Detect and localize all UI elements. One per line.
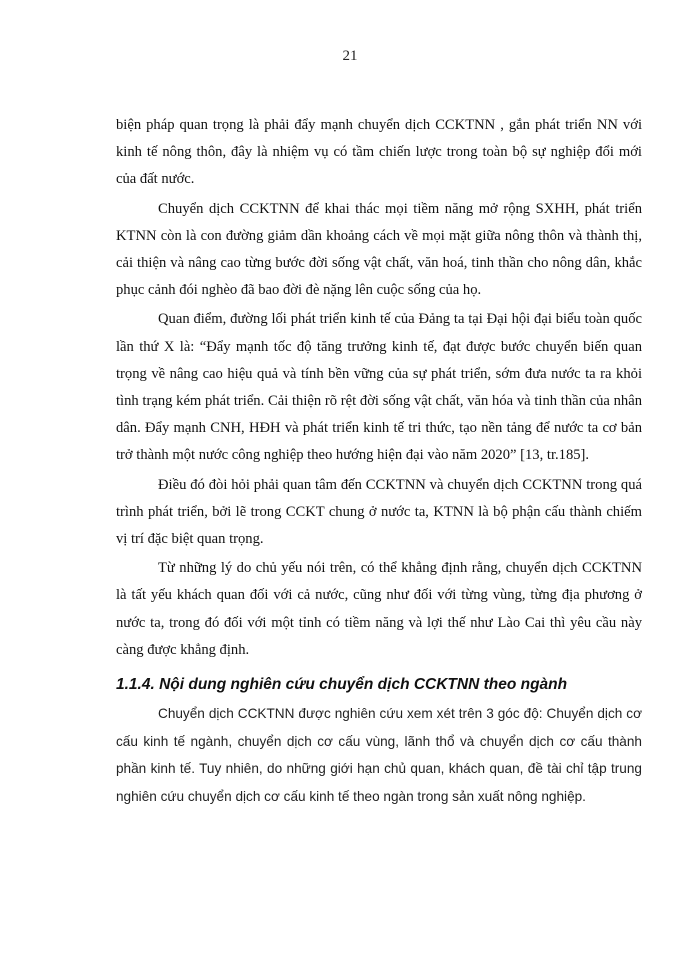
page-number: 21 [342, 48, 358, 64]
paragraph: Từ những lý do chủ yếu nói trên, có thể khẳng định rằng, chuyển dịch CCKTNN là tất yếu khách quan đối với cả nước, cũng như đối với từng vùng, từng địa phương ở nước ta, trong đó đối với một tỉnh có tiềm năng và lợi thế như Lào Cai thì yêu cầu này càng được khẳng định. [116, 560, 642, 658]
paragraph: Chuyển dịch CCKTNN để khai thác mọi tiềm năng mở rộng SXHH, phát triển KTNN còn là con đường giảm dần khoảng cách về mọi mặt giữa nông thôn và thành thị, cải thiện và nâng cao từng bước đời sống vật chất, văn hoá, tinh thần cho nông dân, khắc phục cảnh đói nghèo đã bao đời đè nặng lên cuộc sống của họ. [116, 200, 642, 299]
section-body [116, 700, 642, 810]
section-heading: 1.1.4. Nội dung nghiên cứu chuyển dịch CCKTNN theo ngành [116, 676, 568, 693]
paragraph: Quan điểm, đường lối phát triển kinh tế của Đảng ta tại Đại hội đại biểu toàn quốc lần thứ X là: “Đẩy mạnh tốc độ tăng trưởng kinh tế, đạt được bước chuyển biến quan trọng về nâng cao hiệu quả và tính bền vững của sự phát triển, sớm đưa nước ta ra khỏi tình trạng kém phát triển. Cải thiện rõ rệt đời sống vật chất, văn hóa và tinh thần của nhân dân. Đẩy mạnh CNH, HĐH và phát triển kinh tế tri thức, tạo nền tảng để nước ta cơ bản trở thành một nước công nghiệp theo hướng hiện đại vào năm 2020” [13, tr.185]. [116, 311, 642, 464]
paragraph: Điều đó đòi hỏi phải quan tâm đến CCKTNN và chuyển dịch CCKTNN trong quá trình phát triển, bởi lẽ trong CCKT chung ở nước ta, KTNN là bộ phận cấu thành chiếm vị trí đặc biệt quan trọng. [116, 476, 642, 548]
body-text [116, 112, 642, 666]
paragraph: Chuyển dịch CCKTNN được nghiên cứu xem xét trên 3 góc độ: Chuyển dịch cơ cấu kinh tế ngành, chuyển dịch cơ cấu vùng, lãnh thổ và chuyển dịch cơ cấu thành phần kinh tế. Tuy nhiên, do những giới hạn chủ quan, khách quan, đề tài chỉ tập trung nghiên cứu chuyển dịch cơ cấu kinh tế theo ngàn trong sản xuất nông nghiệp. [116, 706, 642, 804]
paragraph-continuation: biện pháp quan trọng là phải đẩy mạnh chuyển dịch CCKTNN , gắn phát triển NN với kinh tế nông thôn, đây là nhiệm vụ có tầm chiến lược trong toàn bộ sự nghiệp đổi mới của đất nước. [116, 117, 642, 188]
